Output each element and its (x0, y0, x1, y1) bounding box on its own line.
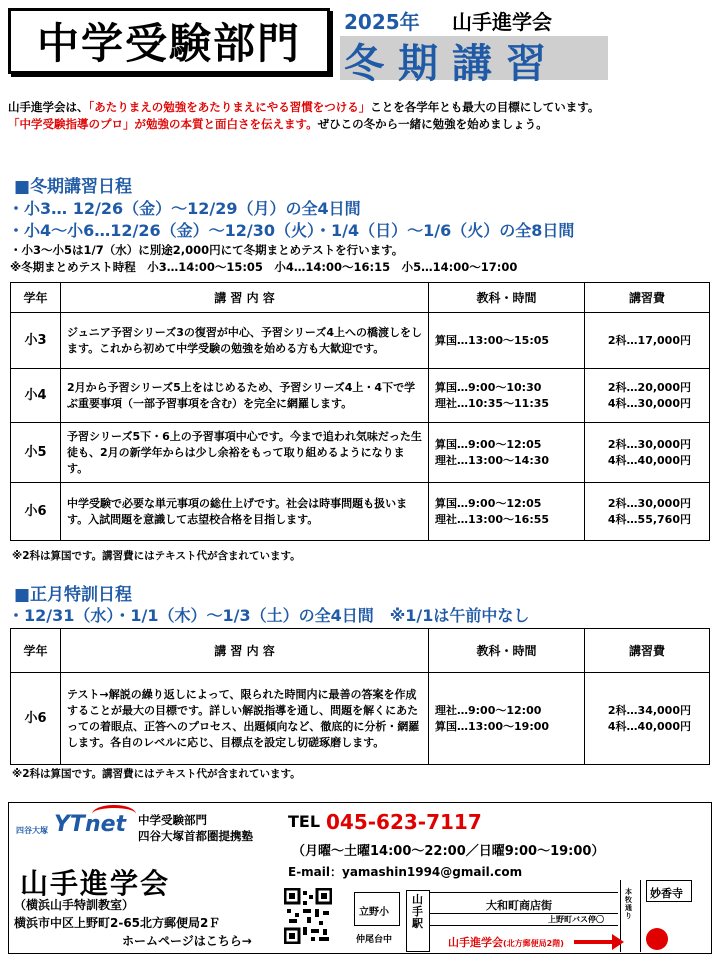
table-row (11, 369, 710, 423)
map-school-name: 山手進学会 (448, 936, 503, 949)
fee-cell (585, 483, 710, 541)
content-cell: ジュニア予習シリーズ3の復習が中心、予習シリーズ4上への橋渡しをします。これから初めて中学受験の勉強を始める方も大歓迎です。 (61, 313, 429, 369)
table-row (11, 483, 710, 541)
map-road (430, 892, 618, 893)
winter-table (10, 282, 710, 541)
time-line: 算国…13:00～15:05 (435, 333, 550, 347)
time-line: 算国…9:00～12:05 (435, 437, 542, 451)
grade-cell: 小4 (11, 369, 61, 423)
winter-note-2: ※冬期まとめテスト時程 小3…14:00～15:05 小4…14:00～16:15 小5…14:00～17:00 (10, 260, 518, 274)
time-cell (429, 313, 585, 369)
fee-line: 2科…20,000円 (607, 380, 691, 394)
table-row (11, 313, 710, 369)
map-street: 大和町商店街 (486, 899, 552, 912)
newyear-footnote: ※2科は算国です。講習費にはテキスト代が含まれています。 (12, 768, 301, 780)
newyear-table (10, 628, 710, 765)
ytnet-logo-small: 四谷大塚 (16, 826, 48, 835)
footer-department (138, 812, 253, 844)
year-label: 2025年 (344, 10, 420, 34)
fee-line: 2科…17,000円 (607, 333, 691, 347)
content-cell: 中学受験で必要な単元事項の総仕上げです。社会は時事問題も扱います。入試問題を意識して志望校合格を目指します。 (61, 483, 429, 541)
intro-text: ことを各学年とも最大の目標にしています。 (370, 100, 600, 114)
school-name-header: 山手進学会 (452, 10, 552, 34)
footer-school-name: 山手進学会 (20, 867, 171, 900)
ytnet-logo: YTnet (54, 812, 127, 837)
department-title-box (8, 8, 330, 74)
map-road (640, 880, 641, 952)
time-cell (429, 483, 585, 541)
footer-dept-line: 四谷大塚首都圏提携塾 (138, 829, 253, 843)
fee-line: 4科…40,000円 (607, 453, 691, 467)
fee-line: 4科…55,760円 (607, 512, 691, 526)
table-row (11, 673, 710, 765)
grade-cell: 小3 (11, 313, 61, 369)
content-cell: 予習シリーズ5下・6上の予習事項中心です。今まで追われ気味だった生徒も、2月の新学年からは少し余裕をもって取り組めるようになります。 (61, 423, 429, 483)
map-school-note: (北方郵便局2階) (503, 939, 564, 948)
grade-cell: 小6 (11, 673, 61, 765)
map-bus-stop: 上野町バス停〇 (548, 915, 604, 924)
qr-code-icon[interactable] (284, 888, 332, 944)
fee-cell (585, 423, 710, 483)
fee-line: 2科…34,000円 (607, 703, 691, 717)
map-school-label (448, 934, 564, 950)
fee-line: 4科…30,000円 (607, 396, 691, 410)
phone-number[interactable]: 045-623-7117 (326, 810, 482, 834)
map-nakaodai: 仲尾台中 (356, 935, 393, 945)
grade-cell: 小6 (11, 483, 61, 541)
map-station: 山手駅 (412, 893, 423, 930)
header-time: 教科・時間 (429, 283, 585, 313)
content-cell: 2月から予習シリーズ5上をはじめるため、予習シリーズ4上・4下で学ぶ重要事項（一部予習事項を含む）を完全に網羅します。 (61, 369, 429, 423)
time-line: 理社…13:00～16:55 (435, 512, 550, 526)
header-content: 講 習 内 容 (61, 629, 429, 673)
time-line: 理社…10:35～11:35 (435, 396, 550, 410)
homepage-link[interactable]: ホームページはこちら→ (122, 934, 252, 948)
department-title: 中学受験部門 (36, 19, 301, 68)
winter-note-1: ・小3～小5は1/7（水）に別途2,000円にて冬期まとめテストを行います。 (10, 243, 404, 257)
time-line: 算国…9:00～12:05 (435, 496, 542, 510)
fee-line: 4科…40,000円 (607, 719, 691, 733)
intro-text: 山手進学会は、 (8, 100, 89, 114)
footer-address: 横浜市中区上野町2-65北方郵便局2Ｆ (14, 916, 221, 930)
fee-line: 2科…30,000円 (607, 437, 691, 451)
newyear-schedule-line: ・12/31（水）・1/1（木）～1/3（土）の全4日間 ※1/1は午前中なし (8, 606, 530, 625)
intro-line-1 (8, 100, 599, 115)
map-location-marker-icon (646, 928, 668, 950)
time-line: 算国…13:00～19:00 (435, 719, 550, 733)
fee-cell (585, 369, 710, 423)
intro-highlight: 「中学受験指導のプロ」が勉強の本質と面白さを伝えます。 (8, 117, 318, 131)
business-hours: （月曜～土曜14:00～22:00／日曜9:00～19:00） (292, 844, 605, 859)
time-line: 理社…13:00～14:30 (435, 453, 550, 467)
time-cell (429, 423, 585, 483)
winter-schedule-line-2: ・小4～小6…12/26（金）～12/30（火）・1/4（日）～1/6（火）の全8日間 (8, 221, 575, 240)
winter-section-title: ■冬期講習日程 (14, 177, 133, 197)
season-title: 冬期講習 (344, 41, 560, 87)
header-content: 講 習 内 容 (61, 283, 429, 313)
header-grade: 学年 (11, 629, 61, 673)
map-arrow-icon (612, 934, 624, 950)
map-honmoku: 本牧通り (625, 888, 632, 920)
grade-cell: 小5 (11, 423, 61, 483)
time-cell (429, 369, 585, 423)
time-cell (429, 673, 585, 765)
intro-highlight: 「あたりまえの勉強をあたりまえにやる習慣をつける」 (88, 100, 371, 114)
intro-text: ぜひこの冬から一緒に勉強を始めましょう。 (317, 117, 548, 131)
header-grade: 学年 (11, 283, 61, 313)
fee-cell (585, 673, 710, 765)
map-temple: 妙香寺 (650, 887, 683, 900)
header-time: 教科・時間 (429, 629, 585, 673)
time-line: 算国…9:00～10:30 (435, 380, 542, 394)
footer-school-sub: （横浜山手特訓教室） (14, 898, 135, 912)
footer-dept-line: 中学受験部門 (138, 813, 207, 827)
map-arrow-shaft (574, 940, 614, 944)
map-tatenoko: 立野小 (359, 907, 389, 918)
time-line: 理社…9:00～12:00 (435, 703, 542, 717)
table-row (11, 423, 710, 483)
header-fee: 講習費 (585, 629, 710, 673)
fee-cell (585, 313, 710, 369)
email-address[interactable]: E-mail：yamashin1994@gmail.com (288, 865, 523, 879)
intro-line-2 (8, 117, 548, 132)
newyear-section-title: ■正月特訓日程 (14, 585, 133, 605)
winter-schedule-line-1: ・小3… 12/26（金）～12/29（月）の全4日間 (8, 199, 361, 218)
winter-footnote: ※2科は算国です。講習費にはテキスト代が含まれています。 (12, 550, 301, 562)
fee-line: 2科…30,000円 (607, 496, 691, 510)
map-road (430, 925, 618, 926)
tel-label: TEL (288, 812, 321, 831)
header-fee: 講習費 (585, 283, 710, 313)
content-cell: テスト→解説の繰り返しによって、限られた時間内に最善の答案を作成することが最大の目標です。詳しい解説指導を通し、問題を解くにあたっての着眼点、正答へのプロセス、出題傾向など、徹底的に分析・網羅します。各自のレベルに応じ、目標点を設定し切磋琢磨します。 (61, 673, 429, 765)
